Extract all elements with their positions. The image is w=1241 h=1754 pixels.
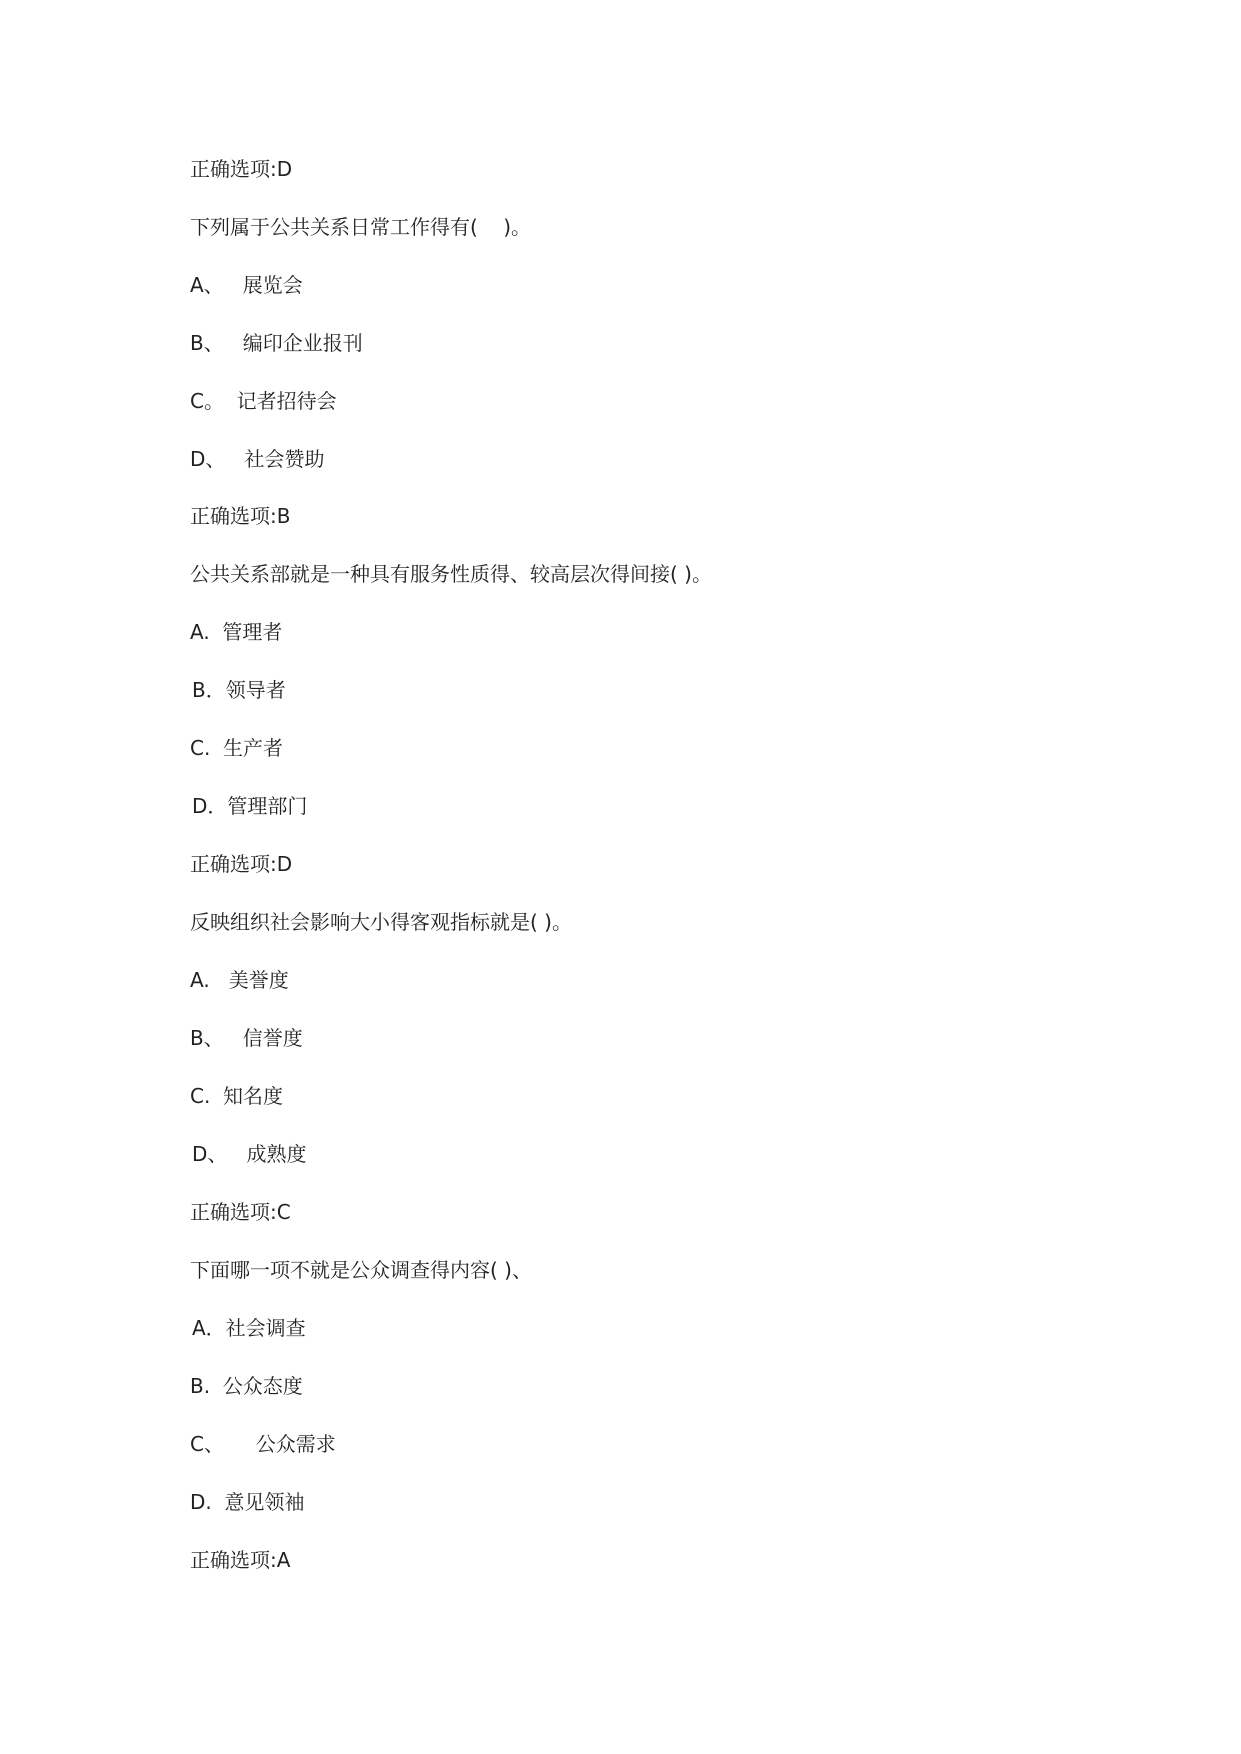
option-b: B. 公众态度	[190, 1374, 303, 1398]
option-a: A．社会调查	[192, 1316, 306, 1340]
option-a: A、 展览会	[190, 273, 303, 297]
answer-line: 正确选项:D	[190, 852, 293, 876]
option-c: C. 生产者	[190, 736, 284, 760]
option-d: D、 社会赞助	[190, 447, 325, 471]
question-text: 反映组织社会影响大小得客观指标就是( )。	[190, 910, 572, 934]
option-a: A. 美誉度	[190, 968, 289, 992]
option-c: C、 公众需求	[190, 1432, 336, 1456]
question-text: 下列属于公共关系日常工作得有( )。	[190, 215, 532, 239]
option-d: D、 成熟度	[192, 1142, 307, 1166]
question-text: 公共关系部就是一种具有服务性质得、较高层次得间接( )。	[190, 562, 712, 586]
option-d: D．管理部门	[192, 794, 308, 818]
answer-line: 正确选项:C	[190, 1200, 291, 1224]
option-c: C. 知名度	[190, 1084, 284, 1108]
answer-line: 正确选项:A	[190, 1548, 291, 1572]
option-b: B、 编印企业报刊	[190, 331, 363, 355]
question-text: 下面哪一项不就是公众调查得内容( )、	[190, 1258, 532, 1282]
option-d: D. 意见领袖	[190, 1490, 305, 1514]
option-a: A. 管理者	[190, 620, 283, 644]
option-c: C。 记者招待会	[190, 389, 337, 413]
answer-line: 正确选项:D	[190, 157, 293, 181]
option-b: B、 信誉度	[190, 1026, 303, 1050]
option-b: B．领导者	[192, 678, 286, 702]
answer-line: 正确选项:B	[190, 504, 291, 528]
